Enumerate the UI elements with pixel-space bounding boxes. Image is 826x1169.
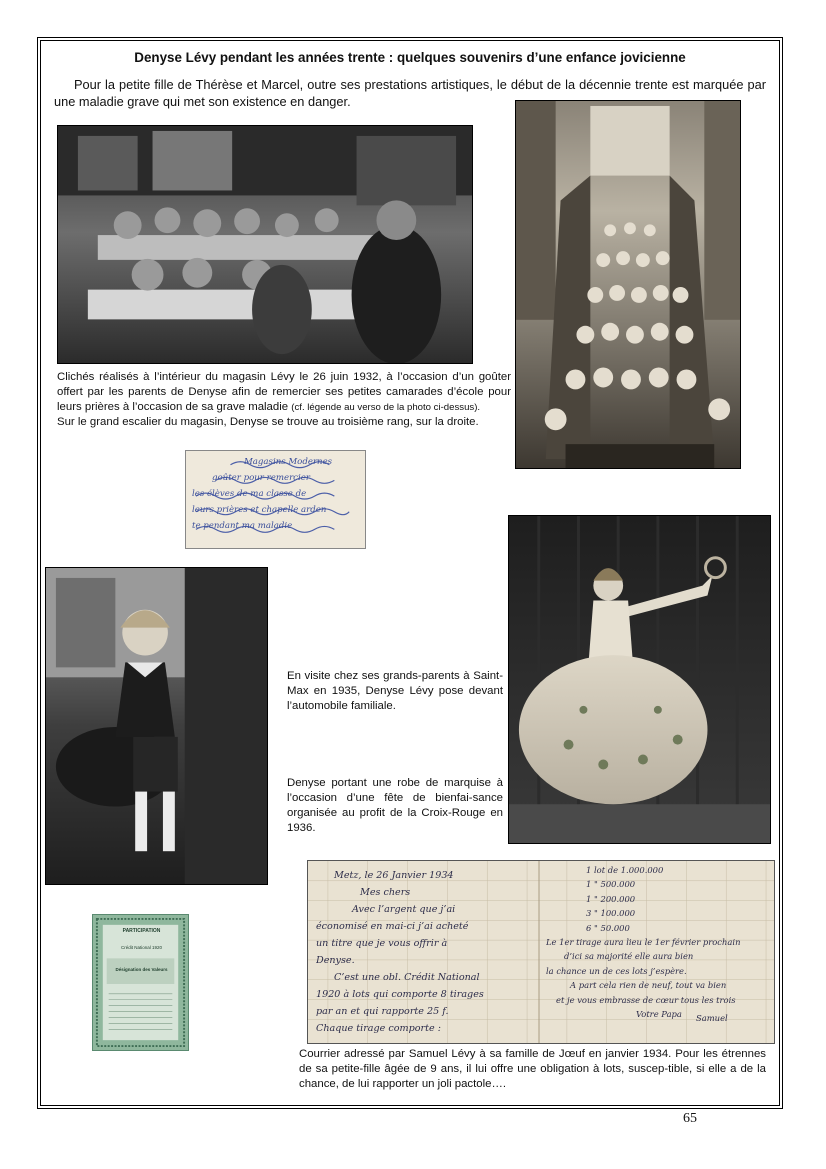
letter-line: Metz, le 26 Janvier 1934 (334, 870, 454, 881)
letter-right-column (546, 863, 772, 1026)
bond-certificate-scan (92, 914, 189, 1051)
marquise-dress-photo (508, 515, 771, 844)
letter-line: 1920 à lots qui comporte 8 tirages (316, 989, 484, 1000)
letter-line: Votre Papa (636, 1009, 682, 1020)
page-title: Denyse Lévy pendant les années trente : quelques souvenirs d’une enfance jovicienne (134, 50, 686, 65)
letter-line: A part cela rien de neuf, tout va bien (570, 980, 727, 991)
staircase-group-photo (515, 100, 741, 469)
girl-by-car-photo (45, 567, 268, 885)
letter-left-column (316, 867, 534, 1037)
letter-line: d’ici sa majorité elle aura bien (564, 951, 694, 962)
note-line: leurs prières et chapelle arden (192, 505, 327, 515)
bond-series: Désignation des Valeurs (115, 967, 168, 972)
letter-line: Le 1er tirage aura lieu le 1er février prochain (546, 937, 741, 948)
letter-line: Chaque tirage comporte : (316, 1023, 441, 1034)
note-line: te pendant ma maladie (192, 521, 293, 531)
note-line: les élèves de ma classe de (192, 489, 307, 499)
letter-line: Denyse. (316, 955, 355, 966)
note-line: Magasins Modernes (244, 457, 333, 467)
store-caption (57, 370, 511, 430)
letter-line: et je vous embrasse de cœur tous les trois (556, 994, 736, 1005)
note-line: goûter pour remercier (212, 473, 310, 483)
letter-caption: Courrier adressé par Samuel Lévy à sa famille de Jœuf en janvier 1934. Pour les étrennes de sa petite-fille âgée de 9 ans, il lui offre une obligation à lots, suscep-tible, si elle a de la chance, de lui rapporter un joli pactole…. (299, 1048, 766, 1090)
stairs-caption: Sur le grand escalier du magasin, Denyse se trouve au troisième rang, sur la droite. (57, 416, 479, 428)
letter-line: 1 " 500.000 (586, 879, 636, 890)
car-caption: En visite chez ses grands-parents à Saint-Max en 1935, Denyse Lévy pose devant l’automobile familiale. (287, 670, 503, 712)
letter-scan (307, 860, 775, 1044)
store-caption-note: (cf. légende au verso de la photo ci-dessus). (291, 402, 481, 413)
letter-line: la chance un de ces lots j’espère. (546, 965, 687, 976)
page-number: 65 (683, 1111, 697, 1126)
bond-subtitle: Crédit National 1920 (120, 945, 163, 950)
letter-line: Mes chers (360, 887, 411, 898)
handwritten-note-text (192, 454, 362, 534)
letter-line: par an et qui rapporte 25 f. (316, 1006, 449, 1017)
store-caption-main: Clichés réalisés à l’intérieur du magasin Lévy le 26 juin 1932, à l’occasion d’un goûter offert par les parents de Denyse afin de remercier ses petites camarades d’école pour leurs prières à l’occasion de sa grave maladie (57, 371, 511, 413)
dress-caption: Denyse portant une robe de marquise à l’occasion d’une fête de bienfai-sance organisée au profit de la Croix-Rouge en 1936. (287, 777, 503, 834)
letter-line: un titre que je vous offrir à (316, 938, 448, 949)
letter-line: 1 lot de 1.000.000 (586, 865, 664, 875)
store-interior-photo (57, 125, 473, 364)
letter-line: C’est une obl. Crédit National (334, 972, 480, 983)
letter-line: Avec l’argent que j’ai (352, 904, 456, 915)
letter-signature: Samuel (696, 1013, 728, 1024)
letter-line: 6 " 50.000 (586, 922, 630, 933)
letter-line: économisé en mai-ci j’ai acheté (316, 921, 469, 932)
intro-paragraph: Pour la petite fille de Thérèse et Marcel, outre ses prestations artistiques, le début de la décennie trente est marquée par une maladie grave qui met son existence en danger. (54, 77, 766, 109)
bond-header: PARTICIPATION (122, 928, 161, 934)
letter-line: 1 " 200.000 (586, 893, 636, 904)
letter-line: 3 " 100.000 (586, 908, 636, 919)
